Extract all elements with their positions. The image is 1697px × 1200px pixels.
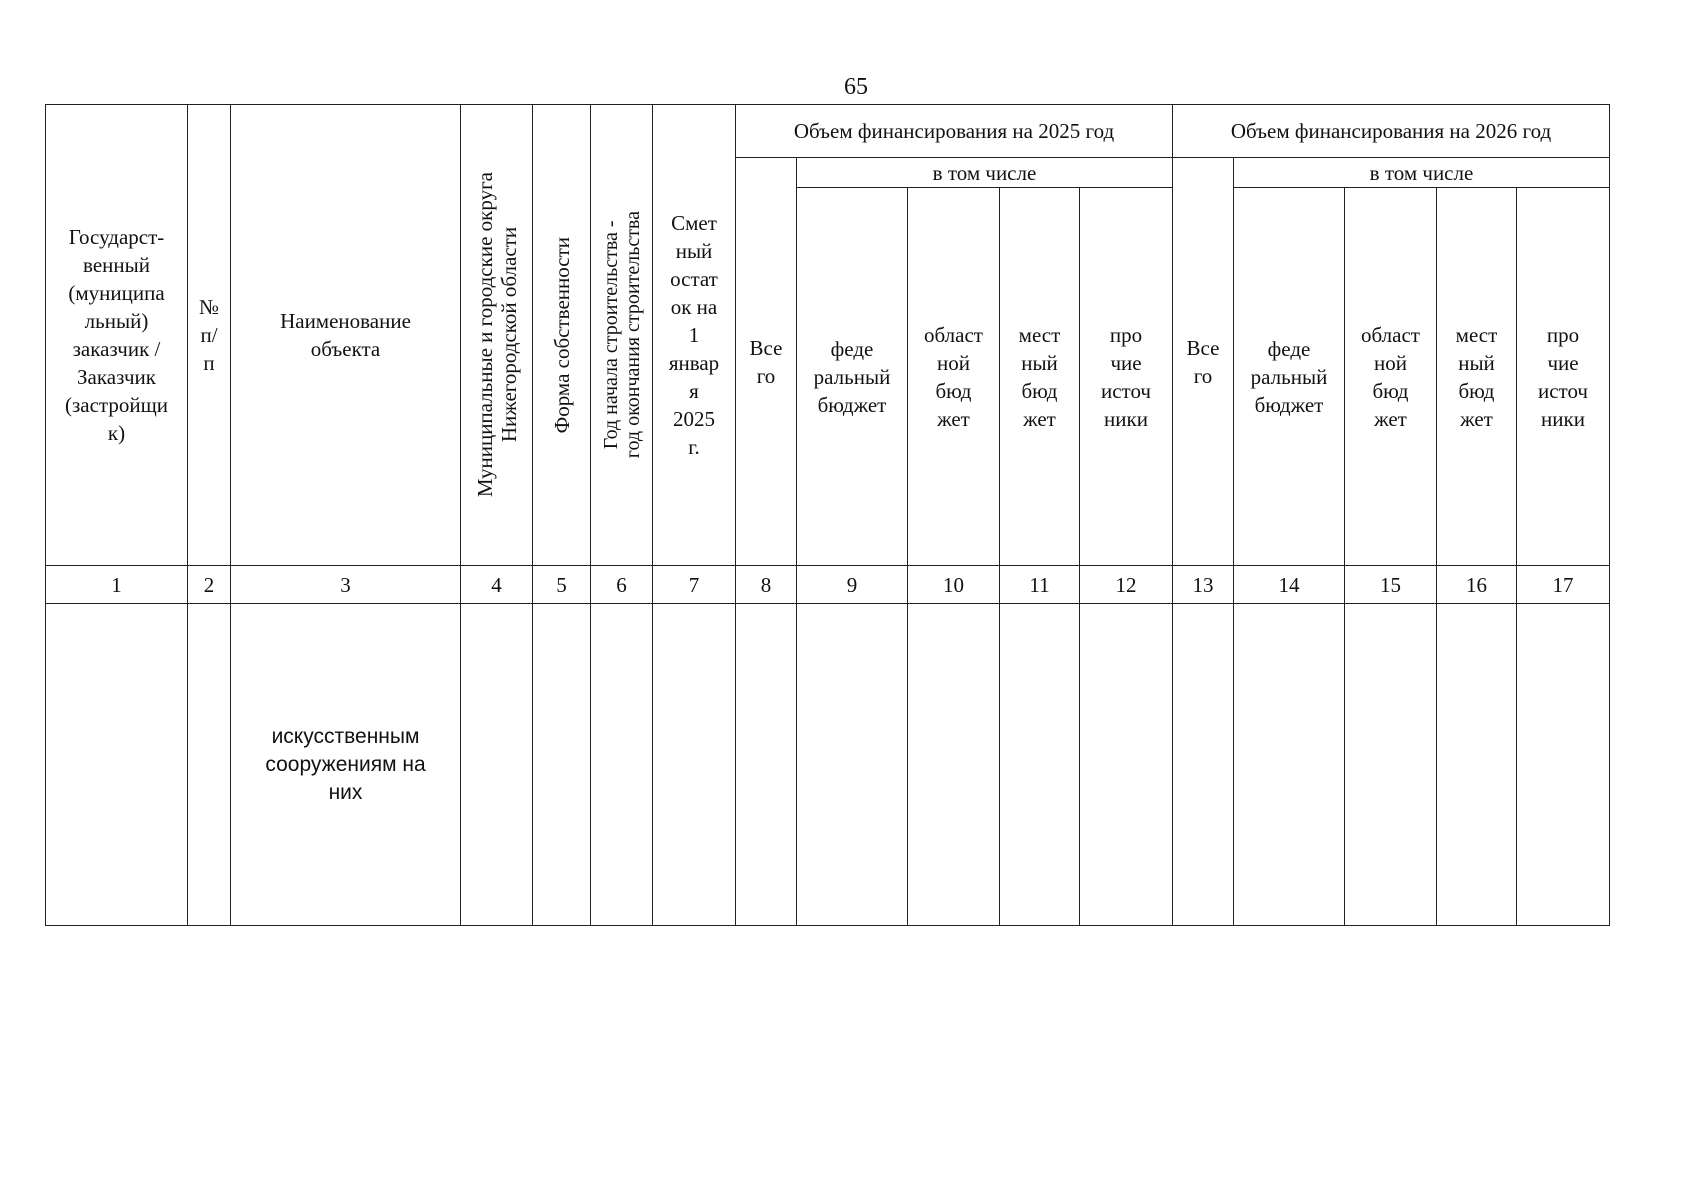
header-2026-including: в том числе [1234, 158, 1610, 188]
column-number: 2 [188, 566, 231, 604]
row-empty-cell [461, 604, 533, 926]
header-2026-local: мест ный бюд жет [1437, 188, 1517, 566]
column-number: 5 [533, 566, 591, 604]
column-number: 7 [653, 566, 736, 604]
column-number: 6 [591, 566, 653, 604]
header-2025-total: Все го [736, 158, 797, 566]
header-2025-regional: област ной бюд жет [908, 188, 1000, 566]
header-ownership-form-cell [533, 105, 591, 566]
column-number: 16 [1437, 566, 1517, 604]
header-row-number: № п/ п [188, 105, 231, 566]
row-empty-cell [1234, 604, 1345, 926]
row-empty-cell [736, 604, 797, 926]
header-funding-2026: Объем финансирования на 2026 год [1173, 105, 1610, 158]
row-number-cell [188, 604, 231, 926]
column-number: 4 [461, 566, 533, 604]
row-customer-cell [46, 604, 188, 926]
row-empty-cell [653, 604, 736, 926]
row-empty-cell [1437, 604, 1517, 926]
header-2026-federal: феде ральный бюджет [1234, 188, 1345, 566]
column-number: 11 [1000, 566, 1080, 604]
column-number: 9 [797, 566, 908, 604]
page-number: 65 [844, 74, 868, 100]
column-number: 8 [736, 566, 797, 604]
header-object-name: Наименование объекта [231, 105, 461, 566]
header-2026-regional: област ной бюд жет [1345, 188, 1437, 566]
row-empty-cell [1345, 604, 1437, 926]
column-number: 15 [1345, 566, 1437, 604]
header-2025-including: в том числе [797, 158, 1173, 188]
header-municipal-districts: Муниципальные и городские округа Нижегородской области [472, 172, 521, 498]
header-construction-years: Год начала строительства - год окончания строительства [599, 211, 644, 459]
row-object-name: искусственным сооружениям на них [231, 604, 461, 926]
table-row [46, 604, 1610, 926]
header-municipal-districts-cell [461, 105, 533, 566]
row-empty-cell [1173, 604, 1234, 926]
financing-table [45, 104, 1610, 926]
row-empty-cell [1000, 604, 1080, 926]
header-estimated-balance: Смет ный остат ок на 1 январ я 2025 г. [653, 105, 736, 566]
column-number: 17 [1517, 566, 1610, 604]
row-empty-cell [1517, 604, 1610, 926]
header-row-1 [46, 105, 1610, 158]
column-number: 3 [231, 566, 461, 604]
header-2025-other: про чие источ ники [1080, 188, 1173, 566]
column-number: 13 [1173, 566, 1234, 604]
header-2026-total: Все го [1173, 158, 1234, 566]
header-ownership-form: Форма собственности [549, 236, 574, 434]
header-funding-2025: Объем финансирования на 2025 год [736, 105, 1173, 158]
header-2025-federal: феде ральный бюджет [797, 188, 908, 566]
row-empty-cell [908, 604, 1000, 926]
header-2025-local: мест ный бюд жет [1000, 188, 1080, 566]
row-empty-cell [797, 604, 908, 926]
header-construction-years-cell [591, 105, 653, 566]
row-empty-cell [1080, 604, 1173, 926]
header-customer: Государст- венный (муниципа льный) заказчик / Заказчик (застройщи к) [46, 105, 188, 566]
column-number-row [46, 566, 1610, 604]
column-number: 1 [46, 566, 188, 604]
column-number: 12 [1080, 566, 1173, 604]
header-2026-other: про чие источ ники [1517, 188, 1610, 566]
column-number: 14 [1234, 566, 1345, 604]
row-empty-cell [591, 604, 653, 926]
row-empty-cell [533, 604, 591, 926]
column-number: 10 [908, 566, 1000, 604]
